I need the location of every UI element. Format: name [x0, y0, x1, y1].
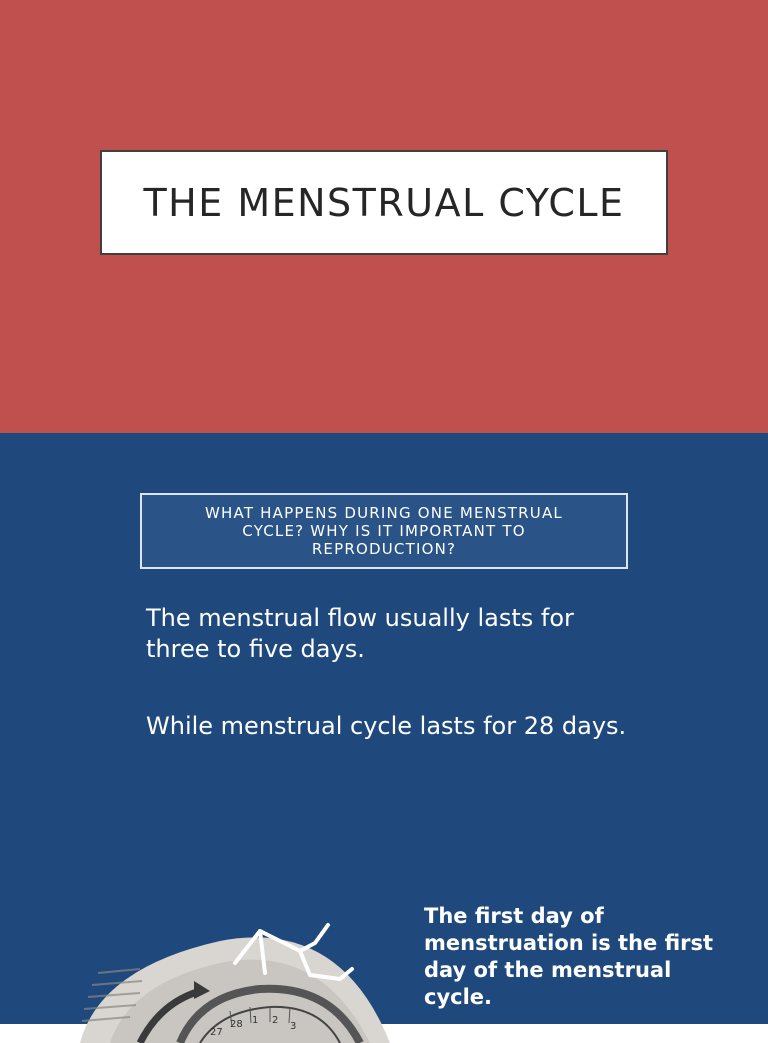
wheel-day-27: 27 — [210, 1027, 223, 1038]
title-slide — [0, 0, 768, 433]
paragraph-flow-duration: The menstrual flow usually lasts for three to five days. — [146, 604, 574, 663]
wheel-day-28: 28 — [230, 1019, 243, 1030]
wheel-day-3: 3 — [290, 1021, 297, 1032]
title-box — [100, 150, 668, 255]
content-slide — [0, 433, 768, 1038]
wheel-day-2: 2 — [272, 1015, 279, 1026]
cycle-wheel-photo — [70, 923, 410, 1043]
slide-title: THE MENSTRUAL CYCLE — [143, 180, 625, 225]
callout-first-day: The first day of menstruation is the first day of the menstrual cycle. — [424, 904, 714, 1009]
wheel-day-1: 1 — [252, 1015, 259, 1026]
slide-subtitle: WHAT HAPPENS DURING ONE MENSTRUAL CYCLE? WHY IS IT IMPORTANT TO REPRODUCTION? — [205, 504, 563, 558]
paragraph-cycle-duration: While menstrual cycle lasts for 28 days. — [146, 712, 627, 740]
subtitle-box — [140, 493, 628, 569]
